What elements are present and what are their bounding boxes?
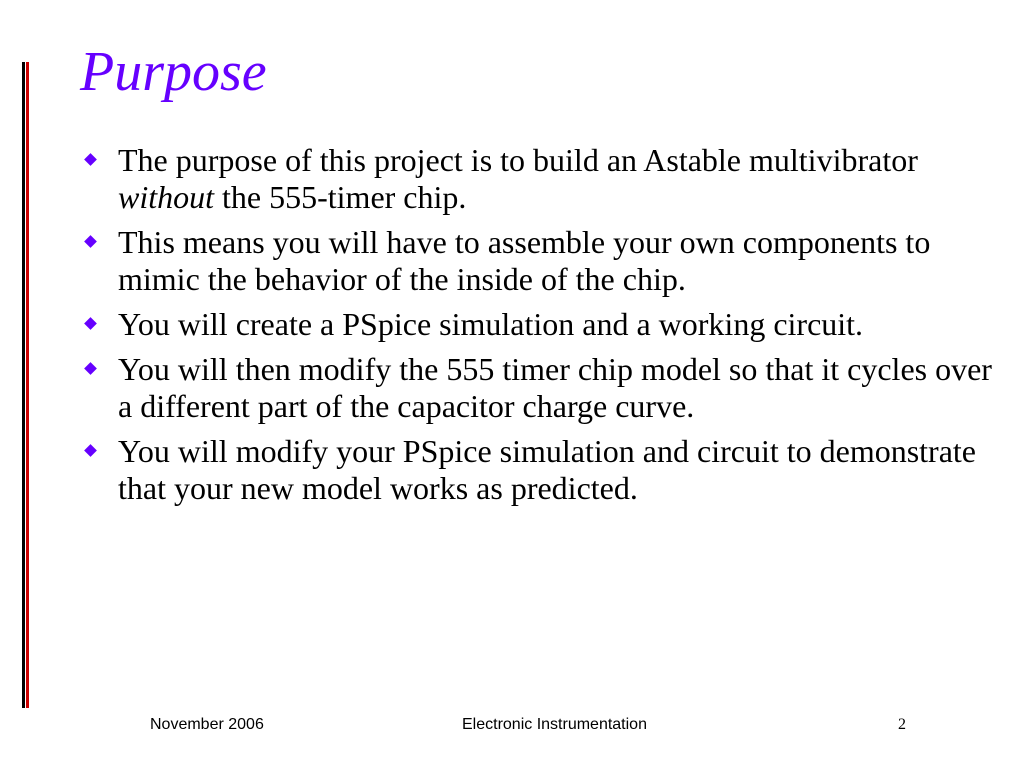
bullet-text: You will modify your PSpice simulation and circuit to demonstrate that your new model works as predicted. [118,433,976,506]
diamond-bullet-icon [84,362,97,375]
bullet-item [80,351,1000,425]
bullet-text: You will create a PSpice simulation and a working circuit. [118,306,864,342]
diamond-bullet-icon [84,444,97,457]
bullet-list [80,142,1000,515]
slide-title: Purpose [80,41,267,103]
left-accent-bar-black [22,62,25,708]
footer-page-number: 2 [898,716,906,733]
diamond-bullet-icon [84,317,97,330]
bullet-text: This means you will have to assemble your own components to mimic the behavior of the inside of the chip. [118,224,931,297]
bullet-text: You will then modify the 555 timer chip model so that it cycles over a different part of the capacitor charge curve. [118,351,992,424]
diamond-bullet-icon [84,235,97,248]
bullet-item [80,224,1000,298]
footer-course-title: Electronic Instrumentation [462,716,647,733]
bullet-text: The purpose of this project is to build an Astable multivibrator [118,142,918,178]
bullet-item [80,433,1000,507]
footer-date: November 2006 [150,716,264,733]
diamond-bullet-icon [84,153,97,166]
left-accent-bar-red [26,62,29,708]
bullet-item [80,306,1000,343]
bullet-emphasis: without [118,179,215,215]
bullet-item [80,142,1000,216]
bullet-text: the 555-timer chip. [214,179,467,215]
